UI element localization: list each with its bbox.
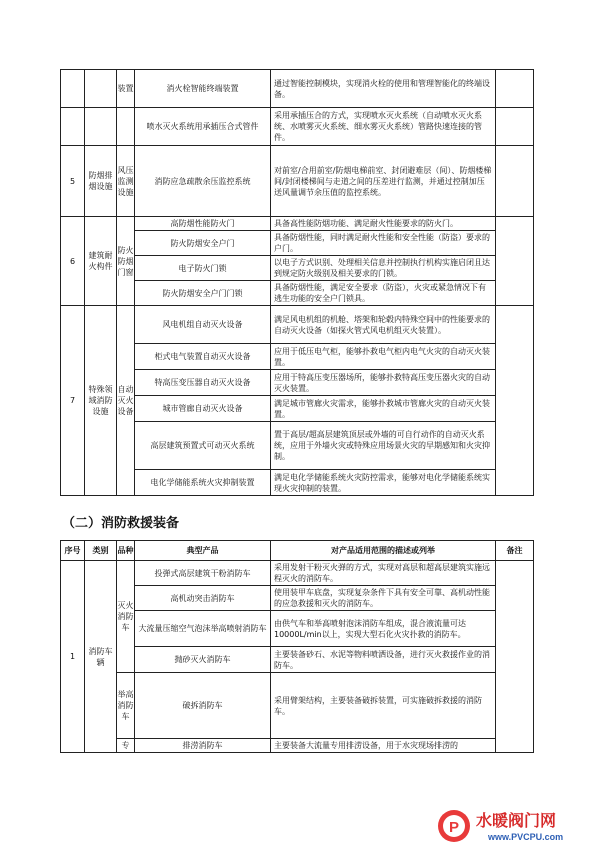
watermark-site-name: 水暖阀门网 <box>476 811 557 830</box>
product-cell: 高层建筑预置式可动灭火系统 <box>135 422 271 470</box>
description-cell: 以电子方式识别、处理相关信息并控制执行机构实施启闭且达到规定防火级别及相关要求的门锁。 <box>271 256 496 281</box>
product-cell: 抛砂灭火消防车 <box>135 647 271 673</box>
row-number: 7 <box>61 306 85 496</box>
table-row <box>61 70 534 108</box>
category-cell: 特殊领域消防设施 <box>85 306 117 496</box>
product-cell: 高防烟性能防火门 <box>135 217 271 231</box>
description-cell: 使用装甲车底盘，实现复杂条件下具有安全可靠、高机动性能的应急救援和灭火的消防车。 <box>271 586 496 611</box>
header-category: 类别 <box>85 541 117 561</box>
row-number: 6 <box>61 217 85 306</box>
description-cell: 置于高层/超高层建筑顶层或外墙的可自行动作的自动灭火系统，应用于外墙火灾或特殊应用场景火灾的早期感知和火灾抑制。 <box>271 422 496 470</box>
product-cell: 消防应急疏散余压监控系统 <box>135 146 271 217</box>
header-variety: 品种 <box>117 541 135 561</box>
table-header-row <box>61 541 534 561</box>
subcategory-cell: 风压监测设施 <box>117 146 135 217</box>
product-cell: 电化学储能系统火灾抑制装置 <box>135 470 271 496</box>
description-cell: 采用臂架结构，主要装备破拆装置，可实施破拆救援的消防车。 <box>271 673 496 739</box>
watermark-logo-icon <box>436 806 596 846</box>
watermark-url: www.PVCPU.com <box>488 832 564 842</box>
subcategory-cell: 自动灭火设备 <box>117 306 135 496</box>
subcategory-cell: 装置 <box>117 70 135 108</box>
table-row <box>61 108 534 146</box>
description-cell: 应用于特高压变压器场所，能够扑救特高压变压器火灾的自动灭火装置。 <box>271 370 496 396</box>
subcategory-cell: 防火防烟门窗 <box>117 217 135 306</box>
description-cell: 应用于低压电气柜，能够扑救电气柜内电气火灾的自动灭火装置。 <box>271 344 496 370</box>
site-watermark <box>436 806 596 846</box>
description-cell: 具备防烟性能，同时满足耐火性能和安全性能（防盗）要求的户门。 <box>271 231 496 256</box>
product-cell: 喷水灭火系统用承插压合式管件 <box>135 108 271 146</box>
table-row <box>61 146 534 217</box>
description-cell: 对前室/合用前室/防烟电梯前室、封闭避难层（间）、防烟楼梯间/封闭楼梯间与走道之间的压差进行监测，并通过控制加压送风量调节余压值的监控系统。 <box>271 146 496 217</box>
product-cell: 特高压变压器自动灭火设备 <box>135 370 271 396</box>
subcategory-cell: 专 <box>117 739 135 753</box>
product-cell: 投弹式高层建筑干粉消防车 <box>135 561 271 586</box>
description-cell: 采用承插压合的方式，实现喷水灭火系统（自动喷水灭火系统、水喷雾灭火系统、细水雾灭火系统）管路快速连接的管件。 <box>271 108 496 146</box>
rescue-equipment-table <box>60 540 534 753</box>
description-cell: 满足城市管廊火灾需求，能够扑救城市管廊火灾的自动灭火装置。 <box>271 396 496 422</box>
description-cell: 满足电化学储能系统火灾防控需求，能够对电化学储能系统实现火灾抑制的装置。 <box>271 470 496 496</box>
category-cell: 防烟排烟设施 <box>85 146 117 217</box>
product-cell: 大流量压缩空气泡沫举高喷射消防车 <box>135 611 271 647</box>
product-cell: 高机动突击消防车 <box>135 586 271 611</box>
product-cell: 城市管廊自动灭火设备 <box>135 396 271 422</box>
description-cell: 满足风电机组的机舱、塔架和轮毂内特殊空间中的性能要求的自动灭火设备（如探火管式风电机组灭火装置）。 <box>271 306 496 344</box>
table-row <box>61 217 534 231</box>
product-cell: 防火防烟安全户门门锁 <box>135 281 271 306</box>
subcategory-cell: 举高消防车 <box>117 673 135 739</box>
row-number <box>61 70 85 108</box>
row-number: 1 <box>61 561 85 753</box>
header-description: 对产品适用范围的描述或列举 <box>271 541 496 561</box>
product-cell: 破拆消防车 <box>135 673 271 739</box>
product-cell: 排涝消防车 <box>135 739 271 753</box>
description-cell: 具备高性能防烟功能、满足耐火性能要求的防火门。 <box>271 217 496 231</box>
header-remark: 备注 <box>496 541 534 561</box>
header-no: 序号 <box>61 541 85 561</box>
table-row <box>61 673 534 739</box>
category-cell: 建筑耐火构件 <box>85 217 117 306</box>
product-cell: 防火防烟安全户门 <box>135 231 271 256</box>
description-cell: 主要装备砂石、水泥等物料喷洒设备，进行灭火救援作业的消防车。 <box>271 647 496 673</box>
description-cell: 主要装备大流量专用排涝设备，用于水灾现场排涝的 <box>271 739 496 753</box>
section-title: （二）消防救援装备 <box>62 516 180 531</box>
logo-letter: P <box>448 819 460 836</box>
header-product: 典型产品 <box>135 541 271 561</box>
product-table-continued <box>60 69 534 496</box>
description-cell: 由供气车和举高喷射泡沫消防车组成，混合液流量可达10000L/min以上，实现大型石化火灾扑救的消防车。 <box>271 611 496 647</box>
description-cell: 采用发射干粉灭火弹的方式，实现对高层和超高层建筑实施远程灭火的消防车。 <box>271 561 496 586</box>
product-cell: 电子防火门锁 <box>135 256 271 281</box>
product-cell: 风电机组自动灭火设备 <box>135 306 271 344</box>
product-cell: 柜式电气装置自动灭火设备 <box>135 344 271 370</box>
product-cell: 消火栓智能终端装置 <box>135 70 271 108</box>
category-cell: 消防车辆 <box>85 561 117 753</box>
subcategory-cell: 灭火消防车 <box>117 561 135 673</box>
table-row <box>61 739 534 753</box>
description-cell: 具备防烟性能，满足安全要求（防盗），火灾或紧急情况下有逃生功能的安全户门锁具。 <box>271 281 496 306</box>
table-row <box>61 306 534 344</box>
remark-cell <box>496 70 534 108</box>
category-cell <box>85 70 117 108</box>
row-number: 5 <box>61 146 85 217</box>
table-row <box>61 561 534 586</box>
description-cell: 通过智能控制模块，实现消火栓的使用和管理智能化的终端设备。 <box>271 70 496 108</box>
